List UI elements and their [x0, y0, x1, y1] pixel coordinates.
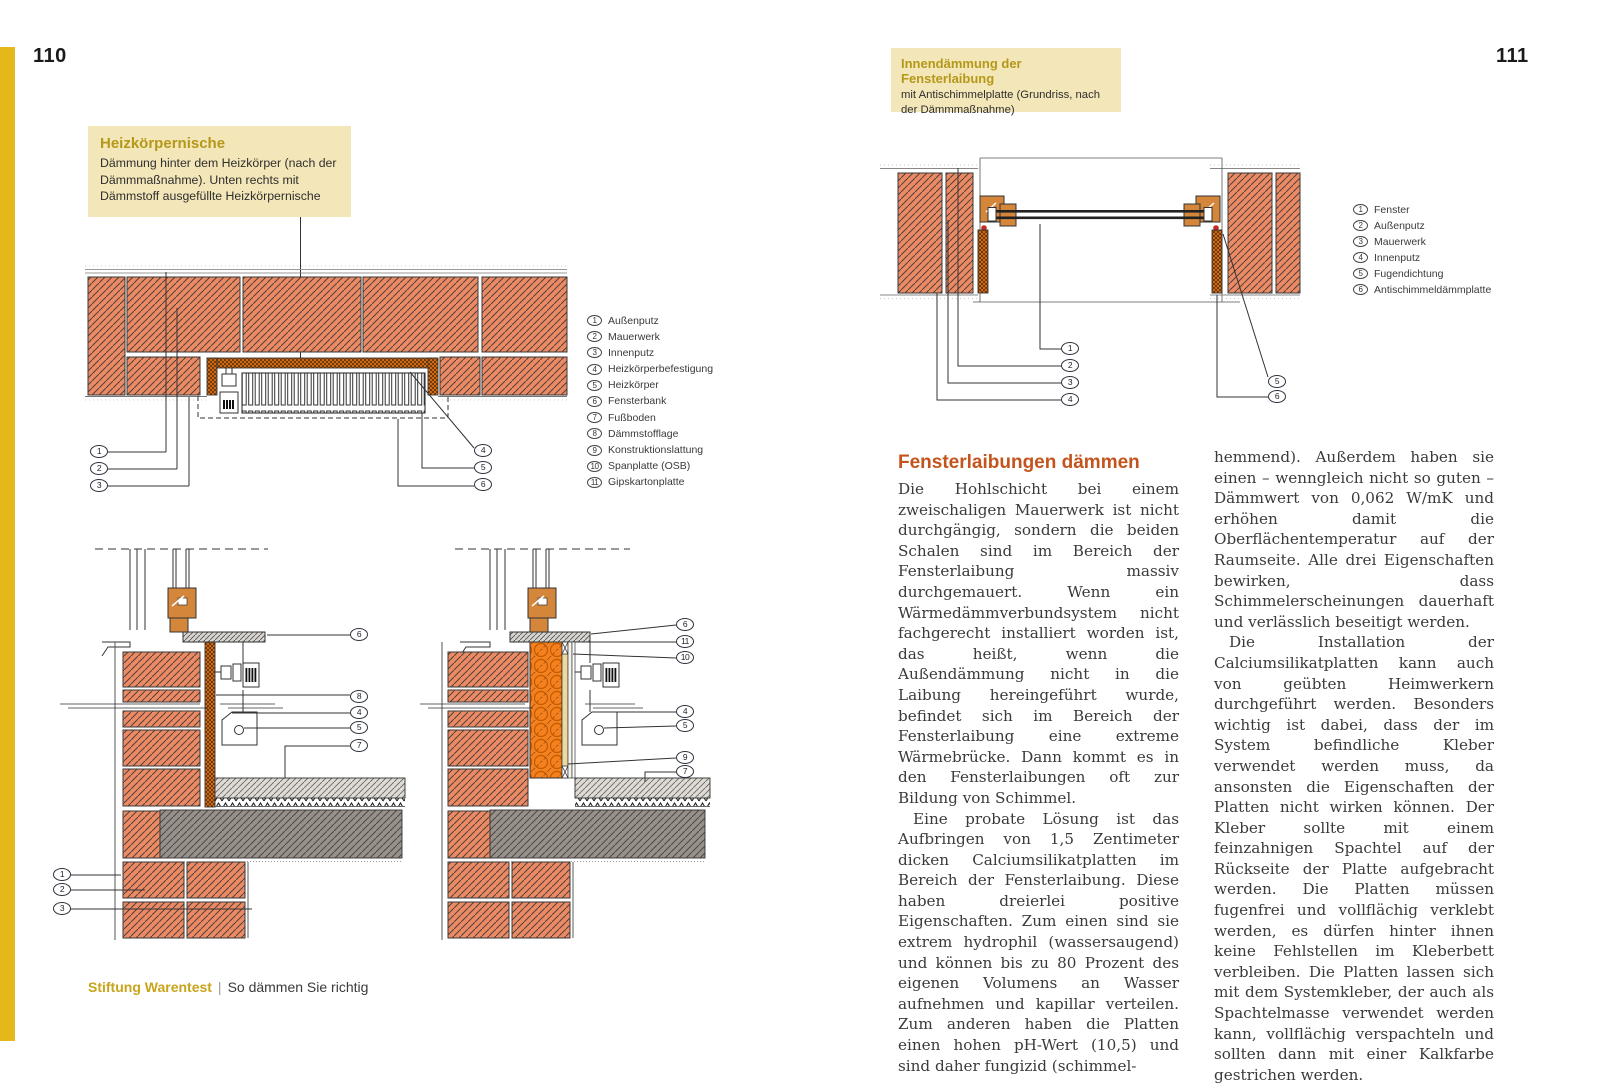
legend-item [587, 444, 713, 457]
caption-title: Heizkörpernische [100, 135, 226, 152]
callout-3: 3 [53, 902, 71, 915]
legend-item [587, 379, 713, 392]
callout-4: 4 [350, 706, 368, 719]
legend-item [1353, 235, 1491, 248]
footer-book-title: So dämmen Sie richtig [227, 979, 369, 995]
callout-3: 3 [1061, 376, 1079, 389]
footer [88, 979, 368, 995]
radiator-bracket [575, 642, 619, 712]
legend-number: 3 [1353, 236, 1368, 247]
legend-number: 2 [587, 331, 602, 342]
caption-title: Innendämmung der Fensterlaibung [901, 56, 1022, 86]
callout-6: 6 [350, 628, 368, 641]
callout-1: 1 [53, 868, 71, 881]
callout-2: 2 [1061, 359, 1079, 372]
bracket-plate [582, 712, 617, 745]
legend-item [1353, 203, 1491, 216]
footer-divider: | [217, 979, 222, 995]
caption-body: mit Antischimmelplatte (Grundriss, nach der Dämmmaßnahme) [901, 89, 1101, 116]
page-number-right: 111 [1496, 45, 1529, 67]
callout-1: 1 [1061, 342, 1079, 355]
legend-number: 10 [587, 461, 602, 472]
legend-label: Mauerwerk [608, 330, 660, 343]
concrete-slab [490, 810, 705, 858]
caption-body: Dämmung hinter dem Heizkörper (nach der Dämmmaßnahme). Unten rechts mit Dämmstoff ausgefüllte Heizkörpernische [100, 156, 337, 204]
window-frame [528, 588, 556, 632]
legend-item [587, 330, 713, 343]
window-sill [510, 632, 590, 642]
legend-item [587, 314, 713, 327]
anti-mould-insulation-boards [978, 230, 1222, 293]
legend-number: 4 [587, 364, 602, 375]
legend-number: 3 [587, 347, 602, 358]
article-column-1 [898, 452, 1179, 1076]
diagram-window-reveal-plan [880, 150, 1300, 410]
callout-11: 11 [676, 635, 694, 648]
callout-5: 5 [350, 721, 368, 734]
callout-1: 1 [90, 445, 108, 458]
callout-6: 6 [676, 618, 694, 631]
legend-label: Fußboden [608, 411, 656, 424]
callout-8: 8 [350, 690, 368, 703]
legend-item [587, 395, 713, 408]
callout-9: 9 [676, 751, 694, 764]
legend-number: 11 [587, 477, 602, 488]
legend-label: Antischimmeldämmplatte [1374, 283, 1492, 296]
legend-label: Außenputz [608, 314, 659, 327]
callout-4: 4 [676, 705, 694, 718]
legend-number: 6 [1353, 284, 1368, 295]
legend-number: 1 [1353, 204, 1368, 215]
legend-label: Dämmstofflage [608, 427, 679, 440]
callout-leader-lines [568, 625, 676, 782]
brick-wall-left [898, 173, 973, 293]
article-paragraph: Eine probate Lösung ist das Aufbringen von 1,5 Zentimeter dicken Calciumsilikatplatten im Bereich der Fensterlaibung. Diese haben dreierlei positive Eigenschaften. Zum einen sind sie extrem hydrophil (wassersaugend) und können bis zu 80 Prozent des eigenen Volumens an Wasser aufnehmen und kapillar verteilen. Zum anderen haben die Platten einen hohen pH-Wert (10,5) und sind daher fungizid (schimmel- [898, 809, 1179, 1075]
osb-board [568, 642, 572, 778]
legend-label: Heizkörper [608, 379, 659, 392]
insulation-layer [205, 642, 215, 807]
construction-lathing [562, 642, 568, 778]
impact-insulation-underlay [575, 798, 710, 806]
callout-4: 4 [474, 444, 492, 457]
legend-label: Fensterbank [608, 395, 667, 408]
caption-box-innendaemmung [891, 48, 1121, 116]
legend-label: Konstruktionslattung [608, 444, 704, 456]
inner-plaster-line [880, 295, 1300, 299]
concrete-slab [160, 810, 402, 858]
diagram-niche-filled-section [405, 530, 735, 950]
legend-item [587, 363, 713, 376]
legend-label: Innenputz [608, 346, 655, 359]
legend-item [1353, 283, 1491, 296]
radiator-bracket [215, 642, 259, 712]
legend-number: 4 [1353, 252, 1368, 263]
callout-7: 7 [676, 765, 694, 778]
radiator [242, 373, 425, 413]
accent-bar [0, 47, 15, 1041]
callout-2: 2 [53, 883, 71, 896]
page-number-left: 110 [33, 45, 67, 67]
legend-number: 5 [1353, 268, 1368, 279]
legend-number: 2 [1353, 220, 1368, 231]
callout-6: 6 [474, 478, 492, 491]
caption-box-heizkoerpernische [88, 126, 351, 217]
legend-number: 9 [587, 445, 602, 456]
legend-label: Mauerwerk [1374, 235, 1426, 248]
legend-number: 7 [587, 412, 602, 423]
article-heading: Fensterlaibungen dämmen [898, 452, 1140, 473]
legend-number: 8 [587, 428, 602, 439]
legend-left-page [587, 314, 713, 492]
legend-item [587, 460, 713, 473]
callout-6: 6 [1268, 390, 1286, 403]
legend-label: Innenputz [1374, 251, 1421, 264]
floor [575, 778, 710, 798]
legend-right-page [1353, 203, 1491, 299]
legend-label: Spanplatte (OSB) [608, 460, 691, 473]
callout-2: 2 [90, 462, 108, 475]
plasterboard [572, 642, 575, 778]
article-paragraph: Die Installation der Calciumsilikatplatten kann auch von geübten Heimwerkern durchgeführt werden. Besonders wichtig ist dabei, dass der im System befindliche Kleber verwendet werden muss, da ansonsten die Eigenschaften der Platten nicht wirken können. Der Kleber sollte mit einem feinzahnigen Spachtel auf der Rückseite der Platte aufgebracht werden. Die Platten müssen fugenfrei und vollflächig verklebt werden, es dürfen hinter ihnen keine Fehlstellen im Kleberbett verbleiben. Die Platten lassen sich mit dem Systemkleber, der auch als Spachtelmasse verwendet werden kann, vollflächig verspachteln und sollten dann mit einer Kalkfarbe gestrichen werden. [1214, 633, 1494, 1084]
callout-4: 4 [1061, 393, 1079, 406]
legend-label: Heizkörperbefestigung [608, 363, 714, 376]
legend-item [1353, 267, 1491, 280]
legend-number: 6 [587, 396, 602, 407]
callout-7: 7 [350, 739, 368, 752]
joint-seal [981, 225, 1219, 231]
impact-insulation-underlay [215, 798, 405, 806]
break-line [60, 704, 283, 708]
legend-label: Gipskartonplatte [608, 476, 685, 489]
callout-10: 10 [676, 651, 694, 664]
opening-outline [973, 158, 1240, 302]
article-column-2 [1214, 447, 1494, 1085]
article-paragraph: hemmend). Außerdem haben sie einen – wenngleich nicht so guten – Dämmwert von 0,062 W/mK und erhöhen damit die Oberflächentemperatur auf der Raumseite. Alle drei Eigenschaften bewirken, dass Schimmelerscheinungen dauerhaft und verlässlich beseitigt werden. [1214, 448, 1494, 631]
outer-plaster-line [880, 165, 1300, 169]
legend-item [587, 411, 713, 424]
legend-label: Außenputz [1374, 219, 1425, 232]
legend-item [587, 346, 713, 359]
article-paragraph: Die Hohlschicht bei einem zweischaligen Mauerwerk ist nicht durchgängig, sondern die beiden Schalen sind im Bereich der Fensterlaibung massiv durchgemauert. Wenn ein Wärmedämmverbundsystem nicht fachgerecht installiert worden ist, das heißt, wenn die Außendämmung nicht in die Laibung hereingeführt wurde, befindet sich im Bereich der Fensterlaibung eine extreme Wärmebrücke. Dann kommt es in den Fensterlaibungen oft zur Bildung von Schimmel. [898, 480, 1179, 807]
radiator-bracket [220, 368, 238, 413]
window-sill [183, 632, 265, 642]
niche-filling-insulation [530, 642, 562, 778]
window-frame [168, 588, 196, 632]
legend-label: Fenster [1374, 203, 1410, 216]
footer-brand: Stiftung Warentest [88, 979, 212, 995]
callout-5: 5 [474, 461, 492, 474]
window-glazing [988, 208, 1212, 222]
outer-plaster-line [85, 266, 567, 273]
legend-number: 1 [587, 315, 602, 326]
callout-3: 3 [90, 479, 108, 492]
legend-label: Fugendichtung [1374, 267, 1444, 280]
legend-item [1353, 251, 1491, 264]
legend-item [1353, 219, 1491, 232]
diagram-niche-empty-section [40, 530, 405, 950]
legend-item [587, 427, 713, 440]
legend-item [587, 476, 713, 489]
legend-number: 5 [587, 380, 602, 391]
callout-5: 5 [676, 719, 694, 732]
callout-5: 5 [1268, 375, 1286, 388]
brick-wall-right [1228, 173, 1300, 293]
diagram-radiator-niche-plan [85, 248, 567, 500]
floor [215, 778, 405, 798]
